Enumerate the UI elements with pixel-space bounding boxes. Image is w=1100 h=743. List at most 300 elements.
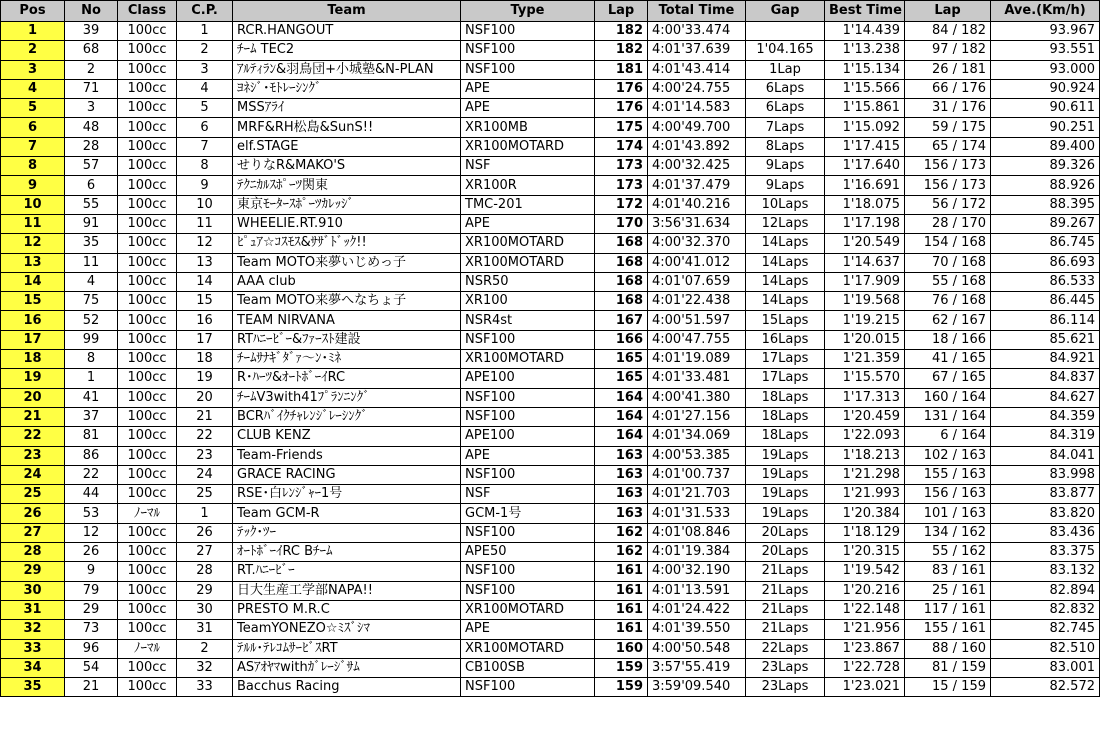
cell-average-speed: 84.359: [991, 407, 1100, 426]
cell-gap: 19Laps: [746, 504, 825, 523]
cell-best-time: 1'15.092: [825, 118, 905, 137]
cell-gap: 18Laps: [746, 427, 825, 446]
cell-total-time: 4:01'13.591: [648, 581, 746, 600]
cell-class: 100cc: [118, 523, 177, 542]
cell-type: XR100R: [461, 176, 595, 195]
cell-gap: 22Laps: [746, 639, 825, 658]
cell-lap: 173: [595, 157, 648, 176]
cell-lap: 163: [595, 446, 648, 465]
cell-lap: 176: [595, 79, 648, 98]
cell-team: ﾋﾟｭｱ☆ｺｽﾓｽ&ｻｻﾞﾄﾞｯｸ!!: [233, 234, 461, 253]
cell-total-time: 4:01'34.069: [648, 427, 746, 446]
cell-pos: 5: [1, 99, 65, 118]
cell-average-speed: 82.510: [991, 639, 1100, 658]
header-team: Team: [233, 1, 461, 22]
table-row: [1, 176, 1100, 195]
cell-cp: 32: [177, 658, 233, 677]
cell-team: ﾃﾙﾙ･ﾃﾚｺﾑｻｰﾋﾞｽRT: [233, 639, 461, 658]
cell-no: 11: [65, 253, 118, 272]
cell-lap: 161: [595, 581, 648, 600]
cell-best-lap: 31 / 176: [905, 99, 991, 118]
cell-lap: 164: [595, 407, 648, 426]
table-row: [1, 504, 1100, 523]
table-row: [1, 523, 1100, 542]
cell-average-speed: 88.395: [991, 195, 1100, 214]
cell-pos: 10: [1, 195, 65, 214]
cell-pos: 31: [1, 600, 65, 619]
cell-best-lap: 84 / 182: [905, 22, 991, 41]
cell-best-lap: 156 / 173: [905, 157, 991, 176]
table-row: [1, 22, 1100, 41]
table-row: [1, 292, 1100, 311]
cell-pos: 4: [1, 79, 65, 98]
cell-gap: 23Laps: [746, 678, 825, 697]
cell-total-time: 4:01'14.583: [648, 99, 746, 118]
cell-cp: 22: [177, 427, 233, 446]
cell-team: ASｱｵﾔﾏwithｶﾞﾚｰｼﾞｻﾑ: [233, 658, 461, 677]
cell-best-time: 1'21.298: [825, 465, 905, 484]
cell-gap: 14Laps: [746, 292, 825, 311]
cell-best-time: 1'15.861: [825, 99, 905, 118]
cell-gap: 21Laps: [746, 600, 825, 619]
cell-cp: 11: [177, 214, 233, 233]
cell-team: RTﾊﾆｰﾋﾞｰ&ﾌｧｰｽﾄ建設: [233, 330, 461, 349]
cell-best-time: 1'20.384: [825, 504, 905, 523]
cell-lap: 173: [595, 176, 648, 195]
cell-best-time: 1'14.637: [825, 253, 905, 272]
header-no: No: [65, 1, 118, 22]
cell-best-lap: 83 / 161: [905, 562, 991, 581]
cell-best-lap: 102 / 163: [905, 446, 991, 465]
cell-no: 55: [65, 195, 118, 214]
cell-no: 96: [65, 639, 118, 658]
cell-no: 22: [65, 465, 118, 484]
cell-best-time: 1'18.129: [825, 523, 905, 542]
cell-best-lap: 62 / 167: [905, 311, 991, 330]
cell-pos: 21: [1, 407, 65, 426]
cell-gap: 7Laps: [746, 118, 825, 137]
cell-lap: 162: [595, 543, 648, 562]
table-row: [1, 407, 1100, 426]
cell-lap: 175: [595, 118, 648, 137]
cell-no: 6: [65, 176, 118, 195]
cell-type: GCM-1号: [461, 504, 595, 523]
cell-total-time: 4:01'22.438: [648, 292, 746, 311]
cell-class: ﾉｰﾏﾙ: [118, 639, 177, 658]
cell-type: XR100MOTARD: [461, 639, 595, 658]
cell-average-speed: 84.627: [991, 388, 1100, 407]
cell-cp: 25: [177, 485, 233, 504]
cell-no: 29: [65, 600, 118, 619]
cell-average-speed: 93.000: [991, 60, 1100, 79]
cell-best-lap: 26 / 181: [905, 60, 991, 79]
cell-pos: 15: [1, 292, 65, 311]
cell-cp: 3: [177, 60, 233, 79]
cell-pos: 29: [1, 562, 65, 581]
cell-cp: 9: [177, 176, 233, 195]
table-row: [1, 272, 1100, 291]
table-row: [1, 79, 1100, 98]
cell-cp: 21: [177, 407, 233, 426]
cell-lap: 168: [595, 253, 648, 272]
table-row: [1, 234, 1100, 253]
cell-type: NSF: [461, 157, 595, 176]
cell-type: NSF100: [461, 41, 595, 60]
cell-pos: 33: [1, 639, 65, 658]
cell-average-speed: 90.611: [991, 99, 1100, 118]
cell-gap: 18Laps: [746, 407, 825, 426]
cell-gap: 19Laps: [746, 465, 825, 484]
cell-cp: 6: [177, 118, 233, 137]
cell-best-time: 1'19.568: [825, 292, 905, 311]
cell-average-speed: 93.967: [991, 22, 1100, 41]
cell-average-speed: 86.114: [991, 311, 1100, 330]
cell-best-lap: 15 / 159: [905, 678, 991, 697]
cell-type: XR100MB: [461, 118, 595, 137]
cell-cp: 26: [177, 523, 233, 542]
cell-cp: 30: [177, 600, 233, 619]
cell-class: 100cc: [118, 137, 177, 156]
cell-best-lap: 70 / 168: [905, 253, 991, 272]
cell-best-time: 1'17.415: [825, 137, 905, 156]
cell-team: 日大生産工学部NAPA!!: [233, 581, 461, 600]
header-pos: Pos: [1, 1, 65, 22]
cell-average-speed: 89.326: [991, 157, 1100, 176]
cell-total-time: 4:00'32.370: [648, 234, 746, 253]
cell-type: XR100MOTARD: [461, 234, 595, 253]
cell-class: 100cc: [118, 465, 177, 484]
cell-pos: 17: [1, 330, 65, 349]
cell-type: NSF100: [461, 60, 595, 79]
cell-type: NSF100: [461, 678, 595, 697]
cell-team: TEAM NIRVANA: [233, 311, 461, 330]
cell-pos: 20: [1, 388, 65, 407]
cell-gap: 6Laps: [746, 79, 825, 98]
cell-no: 26: [65, 543, 118, 562]
cell-total-time: 4:01'40.216: [648, 195, 746, 214]
table-row: [1, 99, 1100, 118]
header-type: Type: [461, 1, 595, 22]
cell-gap: 20Laps: [746, 543, 825, 562]
cell-no: 1: [65, 369, 118, 388]
cell-total-time: 4:00'41.380: [648, 388, 746, 407]
cell-pos: 28: [1, 543, 65, 562]
cell-total-time: 4:01'19.384: [648, 543, 746, 562]
table-row: [1, 369, 1100, 388]
cell-no: 68: [65, 41, 118, 60]
cell-cp: 33: [177, 678, 233, 697]
cell-no: 37: [65, 407, 118, 426]
table-row: [1, 311, 1100, 330]
cell-class: 100cc: [118, 311, 177, 330]
cell-total-time: 4:01'43.414: [648, 60, 746, 79]
cell-no: 99: [65, 330, 118, 349]
table-row: [1, 446, 1100, 465]
cell-best-lap: 97 / 182: [905, 41, 991, 60]
cell-type: XR100MOTARD: [461, 600, 595, 619]
cell-team: AAA club: [233, 272, 461, 291]
cell-lap: 164: [595, 427, 648, 446]
cell-type: TMC-201: [461, 195, 595, 214]
cell-best-time: 1'20.315: [825, 543, 905, 562]
cell-cp: 14: [177, 272, 233, 291]
cell-no: 4: [65, 272, 118, 291]
cell-type: APE: [461, 99, 595, 118]
cell-best-time: 1'19.542: [825, 562, 905, 581]
cell-lap: 168: [595, 234, 648, 253]
cell-class: 100cc: [118, 157, 177, 176]
cell-type: APE: [461, 214, 595, 233]
cell-team: Team MOTO来夢へなちょ子: [233, 292, 461, 311]
cell-class: 100cc: [118, 214, 177, 233]
table-row: [1, 388, 1100, 407]
cell-team: ｵｰﾄﾎﾞｰｲRC Bﾁｰﾑ: [233, 543, 461, 562]
cell-pos: 16: [1, 311, 65, 330]
cell-gap: 6Laps: [746, 99, 825, 118]
cell-no: 52: [65, 311, 118, 330]
cell-no: 2: [65, 60, 118, 79]
cell-class: 100cc: [118, 60, 177, 79]
cell-pos: 24: [1, 465, 65, 484]
cell-cp: 24: [177, 465, 233, 484]
table-row: [1, 427, 1100, 446]
cell-pos: 11: [1, 214, 65, 233]
cell-gap: 23Laps: [746, 658, 825, 677]
cell-best-time: 1'23.021: [825, 678, 905, 697]
cell-type: NSF100: [461, 465, 595, 484]
cell-total-time: 4:00'41.012: [648, 253, 746, 272]
cell-team: R･ﾊｰﾂ&ｵｰﾄﾎﾞｰｲRC: [233, 369, 461, 388]
cell-average-speed: 85.621: [991, 330, 1100, 349]
cell-average-speed: 86.533: [991, 272, 1100, 291]
cell-lap: 163: [595, 504, 648, 523]
cell-best-time: 1'17.198: [825, 214, 905, 233]
cell-team: ﾃｸﾆｶﾙｽﾎﾟｰﾂ関東: [233, 176, 461, 195]
cell-class: 100cc: [118, 658, 177, 677]
cell-no: 81: [65, 427, 118, 446]
cell-best-lap: 25 / 161: [905, 581, 991, 600]
cell-total-time: 4:01'27.156: [648, 407, 746, 426]
cell-team: MSSｱﾗｲ: [233, 99, 461, 118]
cell-type: NSF100: [461, 581, 595, 600]
cell-team: ﾃｯｸ･ﾂｰ: [233, 523, 461, 542]
cell-type: NSF100: [461, 388, 595, 407]
cell-average-speed: 83.436: [991, 523, 1100, 542]
cell-average-speed: 82.894: [991, 581, 1100, 600]
cell-pos: 25: [1, 485, 65, 504]
cell-cp: 16: [177, 311, 233, 330]
header-best-time: Best Time: [825, 1, 905, 22]
cell-team: Bacchus Racing: [233, 678, 461, 697]
cell-best-lap: 66 / 176: [905, 79, 991, 98]
cell-best-time: 1'23.867: [825, 639, 905, 658]
cell-lap: 165: [595, 369, 648, 388]
cell-cp: 27: [177, 543, 233, 562]
cell-best-time: 1'21.956: [825, 620, 905, 639]
cell-gap: 18Laps: [746, 388, 825, 407]
cell-average-speed: 86.693: [991, 253, 1100, 272]
cell-no: 9: [65, 562, 118, 581]
cell-lap: 170: [595, 214, 648, 233]
cell-best-time: 1'18.075: [825, 195, 905, 214]
cell-class: 100cc: [118, 22, 177, 41]
cell-team: BCRﾊﾞｲｸﾁｬﾚﾝｼﾞﾚｰｼﾝｸﾞ: [233, 407, 461, 426]
cell-gap: 15Laps: [746, 311, 825, 330]
cell-total-time: 4:01'21.703: [648, 485, 746, 504]
cell-cp: 1: [177, 504, 233, 523]
cell-lap: 161: [595, 620, 648, 639]
cell-best-lap: 155 / 163: [905, 465, 991, 484]
cell-no: 39: [65, 22, 118, 41]
cell-best-lap: 81 / 159: [905, 658, 991, 677]
cell-gap: 14Laps: [746, 234, 825, 253]
cell-type: NSF100: [461, 22, 595, 41]
table-row: [1, 60, 1100, 79]
cell-lap: 159: [595, 678, 648, 697]
cell-class: 100cc: [118, 620, 177, 639]
cell-team: RCR.HANGOUT: [233, 22, 461, 41]
table-row: [1, 214, 1100, 233]
cell-best-time: 1'15.566: [825, 79, 905, 98]
cell-total-time: 4:01'39.550: [648, 620, 746, 639]
table-row: [1, 350, 1100, 369]
cell-team: Team MOTO来夢いじめっ子: [233, 253, 461, 272]
cell-average-speed: 86.445: [991, 292, 1100, 311]
cell-lap: 165: [595, 350, 648, 369]
header-average-speed: Ave.(Km/h): [991, 1, 1100, 22]
cell-cp: 23: [177, 446, 233, 465]
results-body: [1, 22, 1100, 697]
cell-team: ﾁｰﾑV3with41ﾌﾟﾗﾝﾆﾝｸﾞ: [233, 388, 461, 407]
cell-no: 41: [65, 388, 118, 407]
cell-team: RT.ﾊﾆｰﾋﾞｰ: [233, 562, 461, 581]
cell-best-lap: 41 / 165: [905, 350, 991, 369]
cell-lap: 166: [595, 330, 648, 349]
cell-cp: 29: [177, 581, 233, 600]
cell-total-time: 4:00'33.474: [648, 22, 746, 41]
cell-no: 86: [65, 446, 118, 465]
cell-gap: 17Laps: [746, 350, 825, 369]
cell-lap: 160: [595, 639, 648, 658]
table-row: [1, 41, 1100, 60]
cell-lap: 167: [595, 311, 648, 330]
cell-class: 100cc: [118, 678, 177, 697]
cell-type: NSF100: [461, 562, 595, 581]
cell-gap: 9Laps: [746, 176, 825, 195]
cell-gap: 17Laps: [746, 369, 825, 388]
table-row: [1, 330, 1100, 349]
cell-best-lap: 76 / 168: [905, 292, 991, 311]
cell-cp: 2: [177, 41, 233, 60]
cell-no: 3: [65, 99, 118, 118]
cell-type: XR100MOTARD: [461, 137, 595, 156]
cell-no: 8: [65, 350, 118, 369]
cell-best-time: 1'14.439: [825, 22, 905, 41]
cell-best-lap: 18 / 166: [905, 330, 991, 349]
cell-average-speed: 89.267: [991, 214, 1100, 233]
cell-pos: 13: [1, 253, 65, 272]
cell-class: 100cc: [118, 427, 177, 446]
cell-best-lap: 6 / 164: [905, 427, 991, 446]
cell-cp: 8: [177, 157, 233, 176]
cell-average-speed: 82.572: [991, 678, 1100, 697]
cell-class: 100cc: [118, 562, 177, 581]
cell-type: APE: [461, 446, 595, 465]
cell-gap: [746, 22, 825, 41]
cell-no: 12: [65, 523, 118, 542]
cell-best-time: 1'15.134: [825, 60, 905, 79]
cell-best-lap: 154 / 168: [905, 234, 991, 253]
cell-class: 100cc: [118, 388, 177, 407]
cell-cp: 18: [177, 350, 233, 369]
cell-class: 100cc: [118, 195, 177, 214]
cell-gap: 21Laps: [746, 581, 825, 600]
cell-best-lap: 28 / 170: [905, 214, 991, 233]
cell-team: WHEELIE.RT.910: [233, 214, 461, 233]
cell-best-lap: 88 / 160: [905, 639, 991, 658]
cell-no: 48: [65, 118, 118, 137]
cell-type: NSF100: [461, 523, 595, 542]
cell-pos: 35: [1, 678, 65, 697]
cell-best-lap: 55 / 168: [905, 272, 991, 291]
cell-best-time: 1'20.549: [825, 234, 905, 253]
cell-team: CLUB KENZ: [233, 427, 461, 446]
cell-no: 57: [65, 157, 118, 176]
cell-cp: 28: [177, 562, 233, 581]
header-lap: Lap: [595, 1, 648, 22]
cell-team: ｱﾙﾃｨﾗﾝ&羽鳥団+小城塾&N-PLAN: [233, 60, 461, 79]
cell-lap: 174: [595, 137, 648, 156]
cell-class: ﾉｰﾏﾙ: [118, 504, 177, 523]
cell-pos: 12: [1, 234, 65, 253]
cell-average-speed: 83.998: [991, 465, 1100, 484]
cell-type: CB100SB: [461, 658, 595, 677]
cell-cp: 17: [177, 330, 233, 349]
table-row: [1, 581, 1100, 600]
cell-cp: 7: [177, 137, 233, 156]
cell-type: NSR50: [461, 272, 595, 291]
cell-best-time: 1'17.313: [825, 388, 905, 407]
cell-pos: 30: [1, 581, 65, 600]
cell-no: 35: [65, 234, 118, 253]
cell-best-time: 1'22.148: [825, 600, 905, 619]
cell-cp: 19: [177, 369, 233, 388]
cell-type: APE50: [461, 543, 595, 562]
cell-class: 100cc: [118, 272, 177, 291]
cell-gap: 16Laps: [746, 330, 825, 349]
cell-cp: 15: [177, 292, 233, 311]
cell-team: PRESTO M.R.C: [233, 600, 461, 619]
cell-best-time: 1'22.093: [825, 427, 905, 446]
cell-type: APE: [461, 620, 595, 639]
cell-cp: 31: [177, 620, 233, 639]
cell-pos: 23: [1, 446, 65, 465]
cell-class: 100cc: [118, 330, 177, 349]
cell-class: 100cc: [118, 485, 177, 504]
cell-total-time: 4:00'50.548: [648, 639, 746, 658]
cell-class: 100cc: [118, 350, 177, 369]
cell-average-speed: 84.837: [991, 369, 1100, 388]
cell-total-time: 4:00'32.190: [648, 562, 746, 581]
cell-best-time: 1'21.359: [825, 350, 905, 369]
cell-class: 100cc: [118, 234, 177, 253]
cell-cp: 4: [177, 79, 233, 98]
cell-best-lap: 117 / 161: [905, 600, 991, 619]
cell-class: 100cc: [118, 99, 177, 118]
cell-class: 100cc: [118, 369, 177, 388]
cell-best-lap: 67 / 165: [905, 369, 991, 388]
cell-pos: 26: [1, 504, 65, 523]
